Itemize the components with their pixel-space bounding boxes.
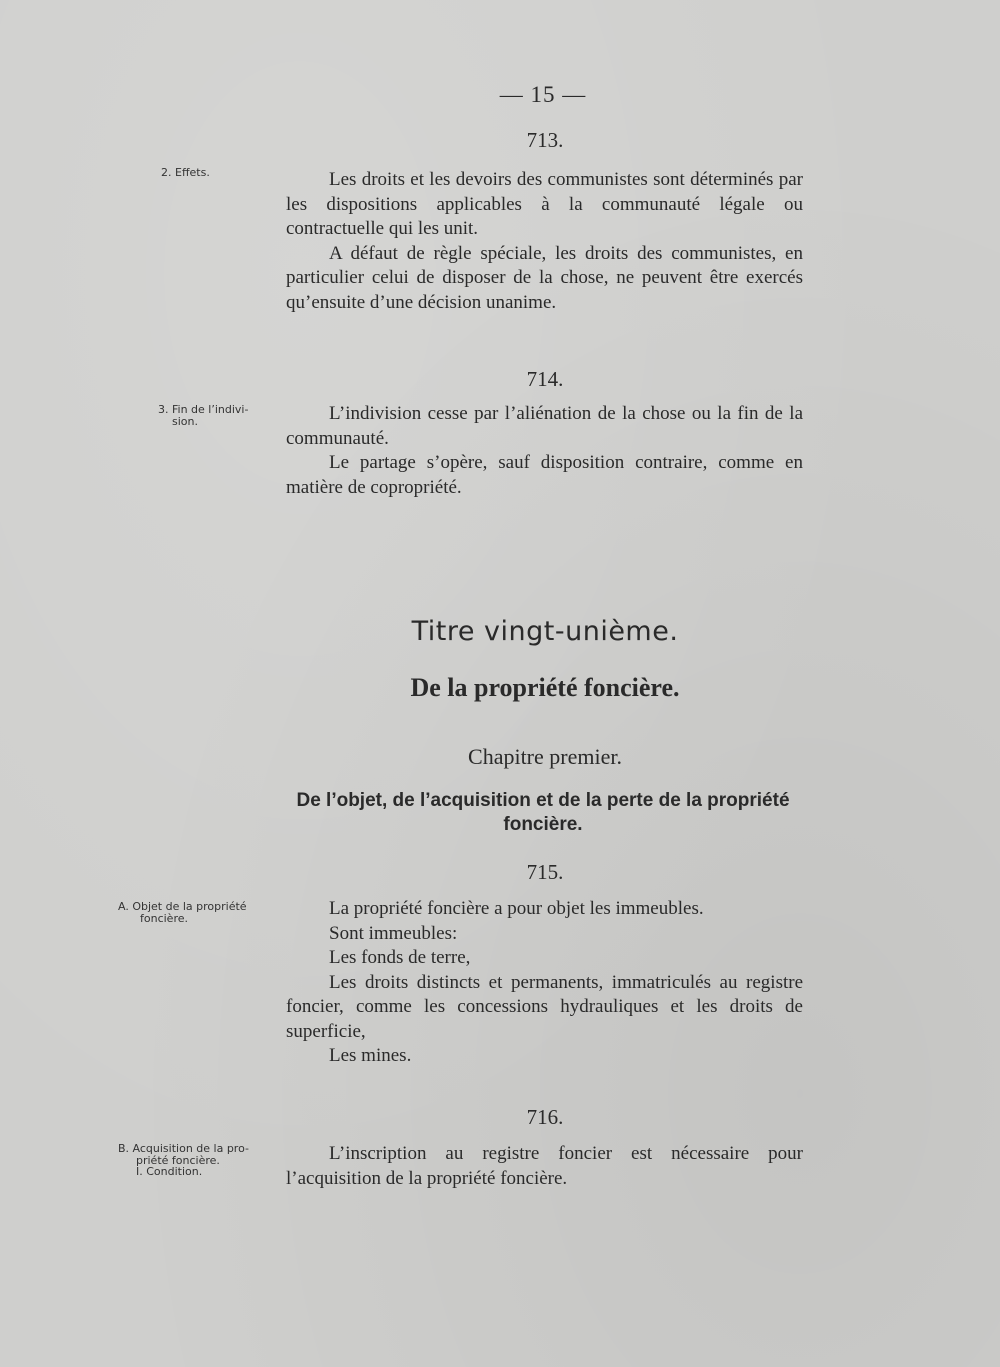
article-714-paragraph-1: L’indivision cesse par l’aliénation de la chose ou la fin de la communauté.: [286, 403, 803, 449]
article-715-line-1: La propriété foncière a pour objet les immeubles.: [329, 898, 704, 919]
page-number: — 15 —: [499, 82, 587, 107]
margin-note-acquisition: B. Acquisition de la pro- priété foncière. I. Condition.: [118, 1142, 249, 1178]
article-number-715: 715.: [526, 860, 564, 884]
article-713-paragraph-2: A défaut de règle spéciale, les droits des communistes, en particulier celui de disposer de la chose, ne peuvent être exercés qu’ensuite d’une décision unanime.: [286, 242, 803, 313]
article-714-body: [286, 402, 803, 500]
article-715-body: [286, 897, 803, 1069]
title-heading: Titre vingt-unième.: [411, 616, 679, 647]
title-subheading: De la propriété foncière.: [410, 673, 680, 702]
article-716-body: [286, 1142, 803, 1191]
article-715-line-3: Les fonds de terre,: [329, 947, 471, 968]
article-715-last-line: Les mines.: [329, 1045, 412, 1066]
margin-note-effets: 2. Effets.: [161, 166, 210, 179]
article-716-paragraph: L’inscription au registre foncier est nécessaire pour l’acquisition de la propriété foncière.: [286, 1143, 803, 1189]
article-714-paragraph-2: Le partage s’opère, sauf disposition contraire, comme en matière de copropriété.: [286, 452, 803, 498]
article-number-713: 713.: [526, 128, 564, 152]
article-number-716: 716.: [526, 1105, 564, 1129]
article-715-paragraph: Les droits distincts et permanents, immatriculés au registre foncier, comme les concessions hydrauliques et les droits de superficie,: [286, 971, 803, 1042]
article-715-line-2: Sont immeubles:: [329, 922, 458, 944]
chapter-subheading: De l’objet, de l’acquisition et de la perte de la propriété foncière.: [296, 790, 790, 835]
margin-note-fin-indivision: 3. Fin de l’indivi- sion.: [158, 403, 249, 428]
article-713-paragraph-1: Les droits et les devoirs des communistes sont déterminés par les dispositions applicables à la communauté légale ou contractuelle qui les unit.: [286, 169, 803, 239]
article-number-714: 714.: [526, 367, 564, 391]
margin-note-objet: A. Objet de la propriété foncière.: [118, 900, 247, 925]
article-713-body: [286, 168, 803, 315]
chapter-heading: Chapitre premier.: [468, 744, 622, 769]
